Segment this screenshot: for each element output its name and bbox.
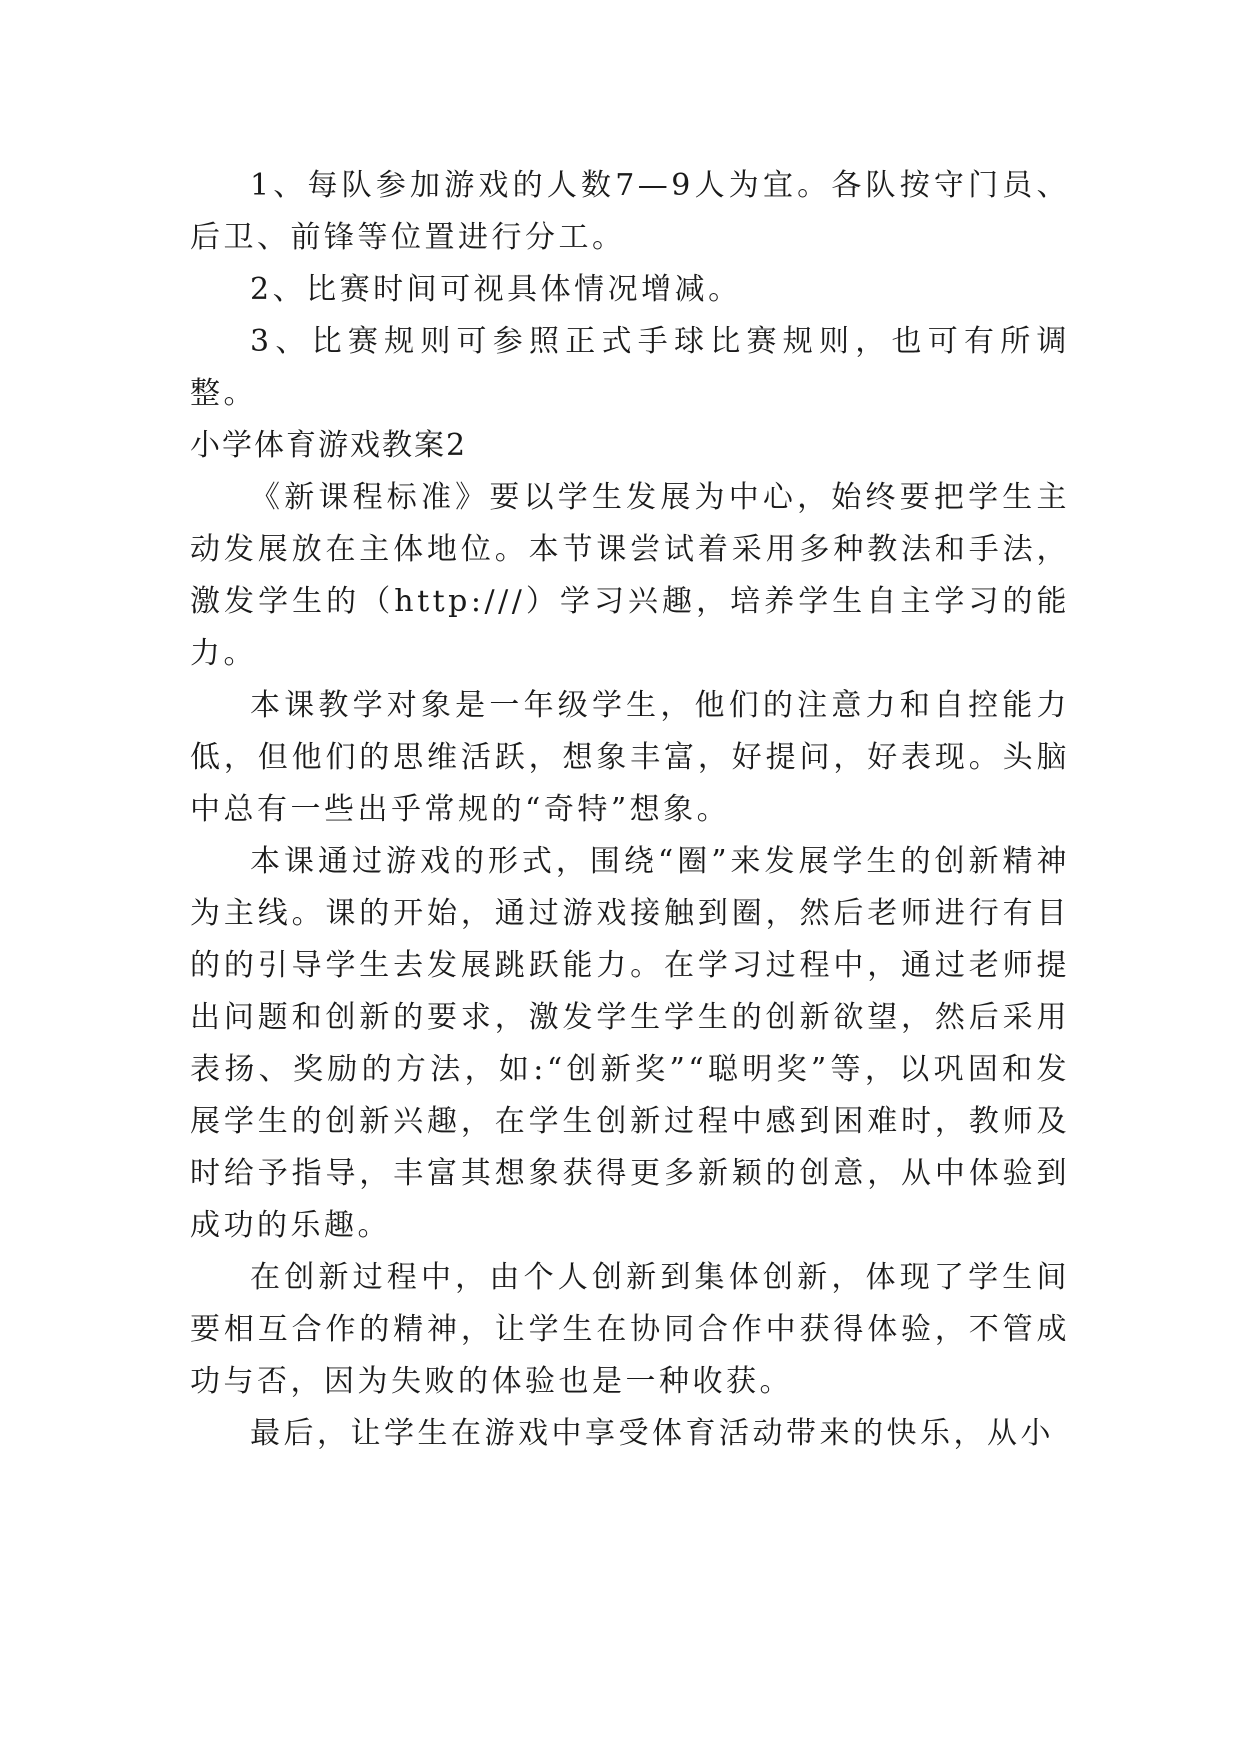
document-body <box>190 160 1070 1460</box>
paragraph-4: 在创新过程中，由个人创新到集体创新，体现了学生间要相互合作的精神，让学生在协同合作中获得体验，不管成功与否，因为失败的体验也是一种收获。 <box>190 1260 1070 1399</box>
rule-1: 1、每队参加游戏的人数7—9人为宜。各队按守门员、后卫、前锋等位置进行分工。 <box>190 168 1070 255</box>
section-title: 小学体育游戏教案2 <box>190 428 468 463</box>
rule-3: 3、比赛规则可参照正式手球比赛规则，也可有所调整。 <box>190 324 1070 411</box>
paragraph-5: 最后，让学生在游戏中享受体育活动带来的快乐，从小 <box>250 1416 1054 1451</box>
paragraph-1: 《新课程标准》要以学生发展为中心，始终要把学生主动发展放在主体地位。本节课尝试着采用多种教法和手法，激发学生的（http:///）学习兴趣，培养学生自主学习的能力。 <box>190 480 1070 671</box>
paragraph-2: 本课教学对象是一年级学生，他们的注意力和自控能力低，但他们的思维活跃，想象丰富，好提问，好表现。头脑中总有一些出乎常规的“奇特”想象。 <box>190 688 1070 827</box>
paragraph-3: 本课通过游戏的形式，围绕“圈”来发展学生的创新精神为主线。课的开始，通过游戏接触到圈，然后老师进行有目的的引导学生去发展跳跃能力。在学习过程中，通过老师提出问题和创新的要求，激发学生学生的创新欲望，然后采用表扬、奖励的方法，如:“创新奖”“聪明奖”等，以巩固和发展学生的创新兴趣，在学生创新过程中感到困难时，教师及时给予指导，丰富其想象获得更多新颖的创意，从中体验到成功的乐趣。 <box>190 844 1070 1243</box>
rule-2: 2、比赛时间可视具体情况增减。 <box>250 272 742 307</box>
